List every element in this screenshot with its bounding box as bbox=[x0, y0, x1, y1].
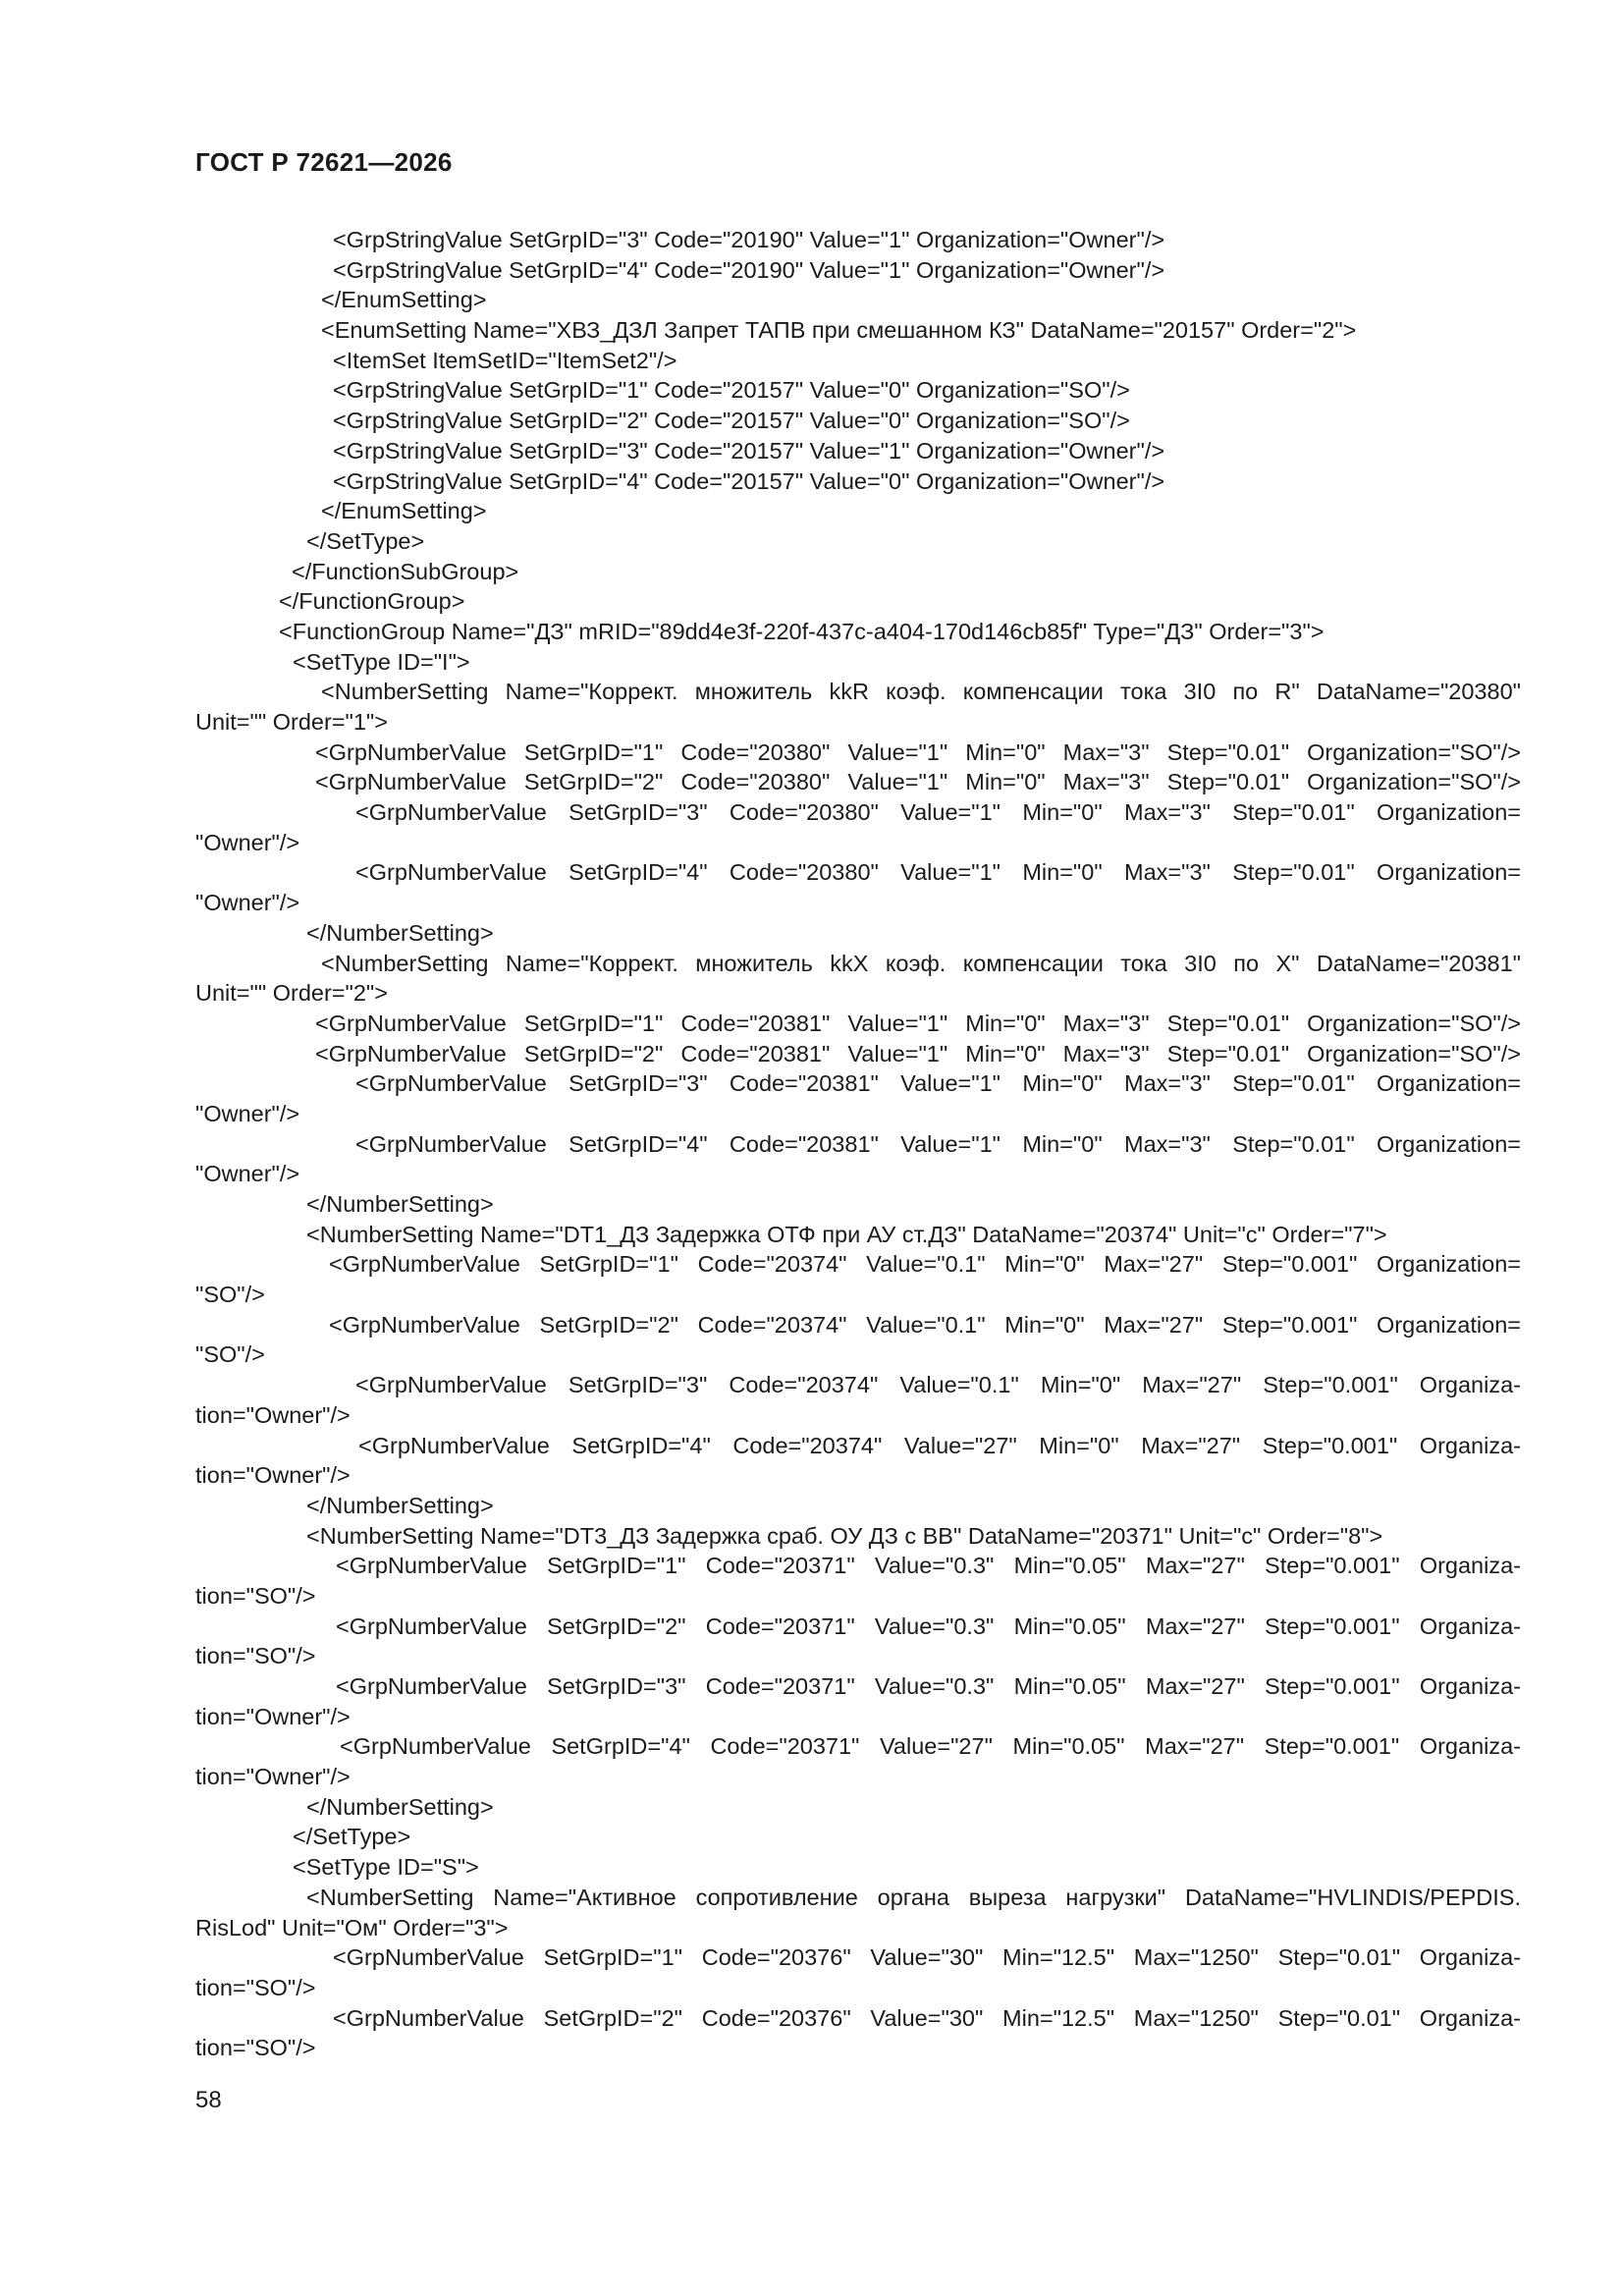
code-line: </SetType> bbox=[293, 1824, 411, 1850]
code-line: <GrpNumberValue SetGrpID="2" Code="20381" Value="1" Min="0" Max="3" Step="0.01" Organization="SO"/> bbox=[315, 1040, 1521, 1066]
code-line: "Owner"/> bbox=[195, 829, 300, 855]
code-line: </EnumSetting> bbox=[321, 498, 487, 524]
code-line: </EnumSetting> bbox=[321, 287, 487, 313]
code-line: tion="Owner"/> bbox=[195, 1703, 351, 1729]
code-line: tion="SO"/> bbox=[195, 2035, 316, 2061]
code-line: <FunctionGroup Name="ДЗ" mRID="89dd4e3f-220f-437c-a404-170d146cb85f" Type="ДЗ" Order="3"> bbox=[279, 618, 1325, 644]
code-line: <GrpNumberValue SetGrpID="2" Code="20371" Value="0.3" Min="0.05" Max="27" Step="0.001" Organiza- bbox=[336, 1613, 1521, 1639]
code-line: Unit="" Order="1"> bbox=[195, 709, 388, 735]
code-line: Unit="" Order="2"> bbox=[195, 980, 388, 1007]
code-line: <NumberSetting Name="DT1_ДЗ Задержка ОТФ при АУ ст.ДЗ" DataName="20374" Unit="с" Order="7"> bbox=[306, 1221, 1387, 1247]
code-line: <GrpStringValue SetGrpID="3" Code="20190" Value="1" Organization="Owner"/> bbox=[333, 227, 1165, 252]
code-line: <EnumSetting Name="ХВЗ_ДЗЛ Запрет ТАПВ при смешанном КЗ" DataName="20157" Order="2"> bbox=[321, 317, 1357, 344]
code-line: <GrpStringValue SetGrpID="1" Code="20157" Value="0" Organization="SO"/> bbox=[333, 377, 1130, 404]
code-line: tion="Owner"/> bbox=[195, 1764, 351, 1790]
code-line: tion="Owner"/> bbox=[195, 1462, 351, 1489]
code-line: </FunctionSubGroup> bbox=[292, 558, 519, 584]
code-line: <GrpNumberValue SetGrpID="4" Code="20371" Value="27" Min="0.05" Max="27" Step="0.001" Organiza- bbox=[340, 1733, 1521, 1760]
code-line: <GrpNumberValue SetGrpID="1" Code="20381" Value="1" Min="0" Max="3" Step="0.01" Organization="SO"/> bbox=[315, 1010, 1521, 1036]
code-line: <NumberSetting Name="Активное сопротивление органа выреза нагрузки" DataName="HVLINDIS/PEPDIS. bbox=[306, 1884, 1521, 1910]
code-line: "Owner"/> bbox=[195, 890, 300, 916]
code-line: "SO"/> bbox=[195, 1341, 265, 1368]
xml-listing bbox=[195, 225, 1521, 2063]
code-line: </NumberSetting> bbox=[306, 1492, 494, 1518]
code-line: <GrpStringValue SetGrpID="4" Code="20190" Value="1" Organization="Owner"/> bbox=[333, 256, 1165, 283]
code-line: <GrpNumberValue SetGrpID="4" Code="20381" Value="1" Min="0" Max="3" Step="0.01" Organization= bbox=[355, 1130, 1521, 1157]
code-line: tion="SO"/> bbox=[195, 1582, 316, 1609]
code-line: <NumberSetting Name="Коррект. множитель kkX коэф. компенсации тока 3I0 по X" DataName="20381" bbox=[321, 950, 1521, 976]
document-header: ГОСТ Р 72621—2026 bbox=[195, 147, 453, 177]
code-line: tion="SO"/> bbox=[195, 1974, 316, 2000]
code-line: RisLod" Unit="Ом" Order="3"> bbox=[195, 1914, 509, 1941]
code-line: <GrpStringValue SetGrpID="2" Code="20157" Value="0" Organization="SO"/> bbox=[333, 408, 1130, 434]
code-line: <GrpNumberValue SetGrpID="3" Code="20380" Value="1" Min="0" Max="3" Step="0.01" Organization= bbox=[355, 799, 1521, 826]
code-line: <GrpNumberValue SetGrpID="4" Code="20380" Value="1" Min="0" Max="3" Step="0.01" Organization= bbox=[355, 859, 1521, 886]
code-line: <GrpNumberValue SetGrpID="1" Code="20371" Value="0.3" Min="0.05" Max="27" Step="0.001" Organiza- bbox=[336, 1553, 1521, 1579]
code-line: "SO"/> bbox=[195, 1282, 265, 1308]
code-line: <GrpNumberValue SetGrpID="2" Code="20380" Value="1" Min="0" Max="3" Step="0.01" Organization="SO"/> bbox=[315, 769, 1521, 795]
code-line: <GrpNumberValue SetGrpID="3" Code="20374" Value="0.1" Min="0" Max="27" Step="0.001" Organiza- bbox=[355, 1372, 1521, 1398]
code-line: <GrpNumberValue SetGrpID="3" Code="20381" Value="1" Min="0" Max="3" Step="0.01" Organization= bbox=[355, 1070, 1521, 1097]
code-line: "Owner"/> bbox=[195, 1161, 300, 1187]
code-line: </FunctionGroup> bbox=[279, 588, 465, 615]
code-line: <GrpNumberValue SetGrpID="1" Code="20374" Value="0.1" Min="0" Max="27" Step="0.001" Organization= bbox=[329, 1251, 1521, 1278]
code-line: <GrpNumberValue SetGrpID="2" Code="20376" Value="30" Min="12.5" Max="1250" Step="0.01" Organiza- bbox=[333, 2004, 1521, 2031]
code-line: </NumberSetting> bbox=[306, 1191, 494, 1217]
code-line: tion="SO"/> bbox=[195, 1643, 316, 1669]
code-line: <NumberSetting Name="DT3_ДЗ Задержка сраб. ОУ ДЗ с ВВ" DataName="20371" Unit="с" Order="8"> bbox=[306, 1522, 1383, 1549]
code-line: <GrpNumberValue SetGrpID="1" Code="20376" Value="30" Min="12.5" Max="1250" Step="0.01" Organiza- bbox=[333, 1944, 1521, 1971]
code-line: </NumberSetting> bbox=[306, 919, 494, 946]
code-line: </SetType> bbox=[306, 527, 425, 554]
code-line: <GrpNumberValue SetGrpID="1" Code="20380" Value="1" Min="0" Max="3" Step="0.01" Organization="SO"/> bbox=[315, 738, 1521, 765]
code-line: <ItemSet ItemSetID="ItemSet2"/> bbox=[333, 347, 677, 373]
code-line: "Owner"/> bbox=[195, 1100, 300, 1126]
code-line: <SetType ID="S"> bbox=[293, 1854, 479, 1881]
code-line: tion="Owner"/> bbox=[195, 1401, 351, 1428]
code-line: <GrpNumberValue SetGrpID="4" Code="20374" Value="27" Min="0" Max="27" Step="0.001" Organiza- bbox=[358, 1432, 1521, 1458]
code-line: <GrpStringValue SetGrpID="4" Code="20157" Value="0" Organization="Owner"/> bbox=[333, 467, 1165, 494]
page-number: 58 bbox=[195, 2087, 222, 2113]
code-line: <GrpStringValue SetGrpID="3" Code="20157" Value="1" Organization="Owner"/> bbox=[333, 437, 1165, 464]
code-line: <GrpNumberValue SetGrpID="2" Code="20374" Value="0.1" Min="0" Max="27" Step="0.001" Organization= bbox=[329, 1311, 1521, 1338]
code-line: <GrpNumberValue SetGrpID="3" Code="20371" Value="0.3" Min="0.05" Max="27" Step="0.001" Organiza- bbox=[336, 1673, 1521, 1699]
code-line: <NumberSetting Name="Коррект. множитель kkR коэф. компенсации тока 3I0 по R" DataName="20380" bbox=[321, 679, 1521, 705]
code-line: </NumberSetting> bbox=[306, 1793, 494, 1820]
code-line: <SetType ID="I"> bbox=[293, 648, 470, 675]
